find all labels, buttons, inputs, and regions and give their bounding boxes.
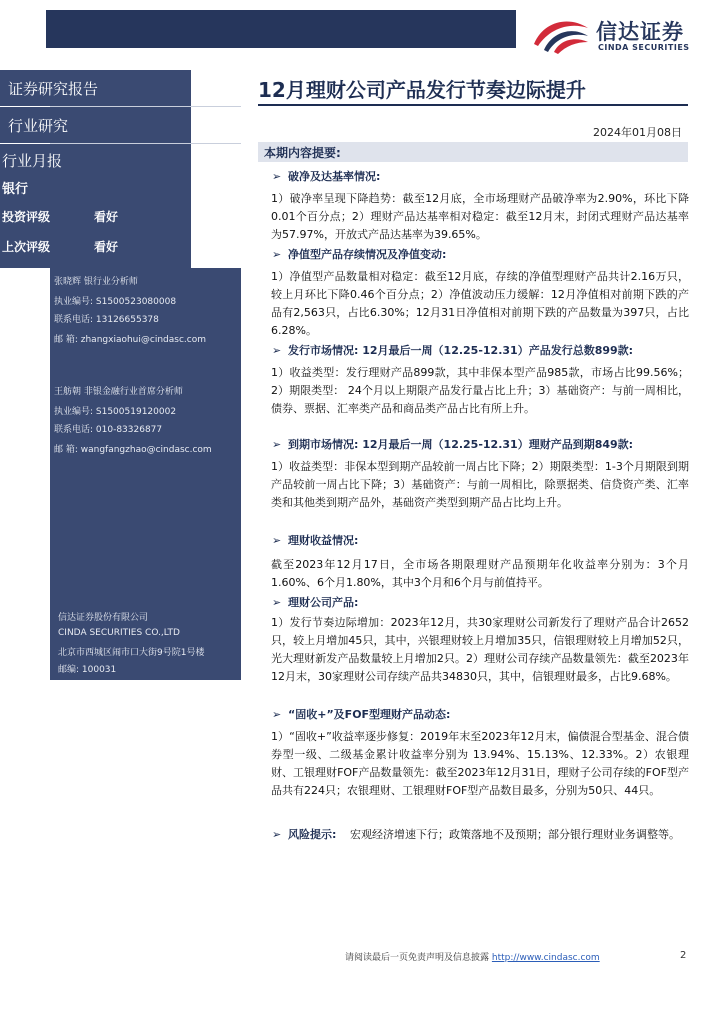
category-label: 行业研究	[8, 117, 69, 135]
analyst-1-name: 张晓辉 银行业分析师	[54, 277, 138, 287]
prev-rating-label: 上次评级	[2, 240, 51, 254]
section-heading: ➢ 发行市场情况: 12月最后一周（12.25-12.31）产品发行总数899款:	[272, 344, 634, 357]
risk-text: 宏观经济增速下行；政策落地不及预期；部分银行理财业务调整等。	[350, 828, 680, 841]
section-heading: ➢ 到期市场情况: 12月最后一周（12.25-12.31）理财产品到期849款:	[272, 438, 634, 451]
section-heading: ➢ 理财公司产品:	[272, 596, 359, 609]
report-type-label: 证券研究报告	[8, 80, 99, 98]
analyst-1-email[interactable]: 邮 箱: zhangxiaohui@cindasc.com	[54, 335, 206, 345]
sidebar-rating-block	[0, 144, 191, 268]
company-name-cn: 信达证券股份有限公司	[58, 613, 149, 623]
website-link[interactable]: http://www.cindasc.com	[491, 953, 600, 963]
logo-text-en: CINDA SECURITIES	[598, 43, 690, 52]
cinda-logo	[530, 14, 710, 54]
section-paragraph: 截至2023年12月17日，全市场各期限理财产品预期年化收益率分别为：3个月1.60%、6个月1.80%，其中3个月和6个月与前值持平。	[271, 558, 689, 589]
title-rule	[258, 104, 688, 106]
footer-disclaimer	[345, 950, 600, 963]
company-postcode: 邮编: 100031	[58, 665, 117, 675]
sidebar-category-block	[0, 107, 191, 143]
logo-text-cn: 信达证券	[596, 20, 684, 44]
arrow-bullet-icon: ➢	[272, 534, 282, 547]
section-paragraph: 1）“固收+”收益率逐步修复：2019年末至2023年12月末，偏债混合型基金、混合债券型一级、二级基金累计收益率分别为 13.94%、15.13%、12.33%。2）农银理财、工银理财FOF产品数量领先：截至2023年12月31日，理财子公司存续的FOF型产品共有224只；农银理财、工银理财FOF型产品数目最多，分别为50只、44只。	[271, 730, 689, 797]
cinda-logo-icon	[530, 14, 592, 54]
header-bar	[46, 10, 516, 48]
arrow-bullet-icon: ➢	[272, 596, 282, 609]
disclaimer-text: 请阅读最后一页免责声明及信息披露	[345, 953, 490, 963]
company-address: 北京市西城区闹市口大街9号院1号楼	[58, 648, 205, 658]
section-heading: ➢ 理财收益情况:	[272, 534, 359, 547]
arrow-bullet-icon: ➢	[272, 170, 282, 183]
section-heading: ➢ 净值型产品存续情况及净值变动:	[272, 248, 447, 261]
arrow-bullet-icon: ➢	[272, 438, 282, 451]
section-paragraph: 1）破净率呈现下降趋势：截至12月底，全市场理财产品破净率为2.90%，环比下降0.01个百分点；2）理财产品达基率相对稳定：截至12月末，封闭式理财产品达基率为57.97%，开放式产品达基率为39.65%。	[271, 192, 689, 241]
analyst-1-phone: 联系电话: 13126655378	[54, 315, 159, 325]
prev-rating-value: 看好	[94, 240, 119, 254]
subcategory-label: 行业月报	[2, 152, 63, 170]
summary-heading: 本期内容提要:	[264, 146, 341, 160]
analyst-2-name: 王舫朝 非银金融行业首席分析师	[54, 387, 183, 397]
page-number: 2	[680, 950, 687, 961]
sector-label: 银行	[2, 182, 29, 197]
section-heading: ➢ “固收+”及FOF型理财产品动态:	[272, 708, 451, 721]
section-paragraph: 1）收益类型：非保本型到期产品较前一周占比下降；2）期限类型：1-3个月期限到期产品较前一周占比下降；3）基础资产：与前一周相比，除票据类、信贷资产类、汇率类和其他类到期产品外，基础资产类型到期产品占比均上升。	[271, 460, 689, 509]
analyst-2-license: 执业编号: S1500519120002	[54, 407, 177, 417]
summary-heading-bar	[258, 142, 688, 162]
analyst-1-license: 执业编号: S1500523080008	[54, 297, 177, 307]
arrow-bullet-icon: ➢	[272, 708, 282, 721]
analyst-2-email[interactable]: 邮 箱: wangfangzhao@cindasc.com	[54, 445, 212, 455]
arrow-bullet-icon: ➢	[272, 248, 282, 261]
report-title: 12月理财公司产品发行节奏边际提升	[258, 78, 586, 102]
rating-label: 投资评级	[2, 210, 51, 224]
company-name-en: CINDA SECURITIES CO.,LTD	[58, 628, 180, 638]
section-paragraph: 1）发行节奏边际增加：2023年12月，共30家理财公司新发行了理财产品合计2652只，较上月增加45只，其中，兴银理财较上月增加35只，信银理财较上月增加52只，光大理财新发产品数量较上月增加2只。2）理财公司存续产品数量领先：截至2023年12月末，30家理财公司存续产品共34830只，其中，信银理财最多，占比9.68%。	[271, 616, 689, 683]
analyst-2-phone: 联系电话: 010-83326877	[54, 425, 163, 435]
arrow-bullet-icon: ➢	[272, 344, 282, 357]
report-date: 2024年01月08日	[593, 126, 682, 139]
section-heading: ➢ 破净及达基率情况:	[272, 170, 381, 183]
section-paragraph: 1）净值型产品数量相对稳定：截至12月底，存续的净值型理财产品共计2.16万只，较上月环比下降0.46个百分点；2）净值波动压力缓解：12月净值相对前期下跌的产品有2,563只，占比6.30%；12月31日净值相对前期下跌的产品数量为397只，占比6.28%。	[271, 270, 689, 337]
rating-value: 看好	[94, 210, 119, 224]
arrow-bullet-icon: ➢	[272, 828, 282, 841]
risk-heading: ➢ 风险提示:	[272, 828, 337, 841]
section-paragraph: 1）收益类型：发行理财产品899款，其中非保本型产品985款，市场占比99.56%；2）期限类型： 24个月以上期限产品发行量占比上升；3）基础资产：与前一周相比，债券、票据、汇率类产品和商品类产品占比有所上升。	[271, 366, 689, 415]
sidebar-report-type-block	[0, 70, 191, 106]
